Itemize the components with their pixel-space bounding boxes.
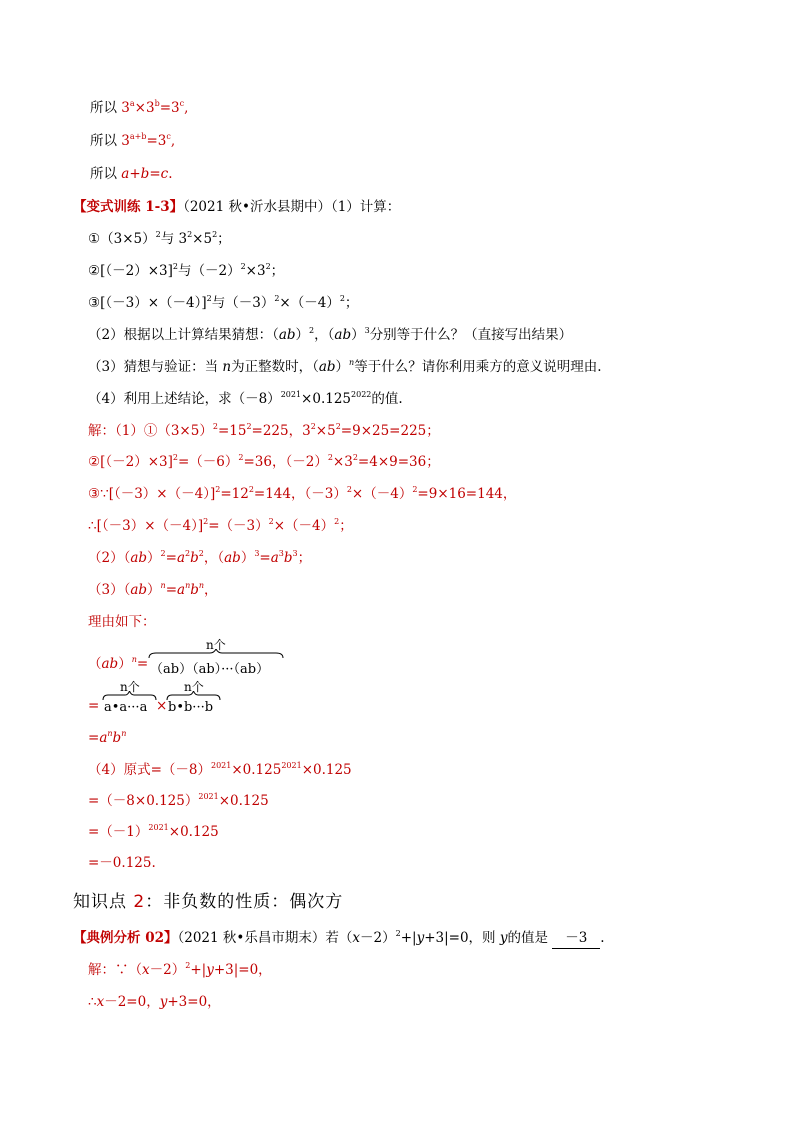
brace-content: a•a···a <box>104 700 148 715</box>
text-line-1: 所以 $3^a\times 3^b=3^c$, <box>90 99 189 116</box>
brace-content: b•b···b <box>168 700 214 715</box>
example-header: 【典例分析 02】（2021 秋•乐昌市期末）若$(x-2)^2+|y+3|=0$，则 y的值是 －3 . <box>73 928 605 949</box>
solution-line-3: $③\because[(-3)\times(-4)]^2=12^2=144$，$(-3)^2\times(-4)^2=9\times 16=144$， <box>88 485 517 502</box>
answer-blank: －3 <box>552 928 600 949</box>
solution-line-9: $=a^nb^n$ <box>88 729 127 746</box>
equals-sign: = <box>88 698 100 714</box>
exercise-tag: 【变式训练 1-3】 <box>73 199 184 215</box>
knowledge-point-heading: 知识点 2：非负数的性质：偶次方 <box>73 892 344 912</box>
exercise-header: 【变式训练 1-3】（2021 秋•沂水县期中）（1）计算： <box>73 199 401 215</box>
solution-line-2: $②[(-2)\times 3]^2=(-6)^2=36$，$(-2)^2\times 3^2=4\times 9=36$； <box>88 453 440 470</box>
example-solution-1: 解：$\because(x-2)^2+|y+3|=0$， <box>88 961 272 978</box>
solution-line-13: =－0.125. <box>88 855 156 871</box>
solution-line-5: $(2)(ab)^2=a^2b^2$，$(ab)^3=a^3b^3$； <box>88 549 312 566</box>
overbrace-a <box>102 678 157 720</box>
example-tag: 【典例分析 02】 <box>73 930 178 946</box>
question-5: （3）猜想与验证：当 n为正整数时，（ab）$^n$等于什么？请你利用乘方的意义说明理由. <box>88 358 602 375</box>
brace-content: （ab）（ab）···（ab） <box>150 662 270 677</box>
times-sign: × <box>156 698 168 714</box>
solution-line-4: $\therefore[(-3)\times(-4)]^2=(-3)^2\times(-4)^2$； <box>88 517 353 534</box>
solution-line-7: 理由如下： <box>88 614 156 630</box>
overbrace-ab <box>148 636 284 678</box>
question-2: $②[(-2)\times 3]^2$与$(-2)^2\times 3^2$； <box>88 262 285 279</box>
solution-line-8: （ab）$^n$= <box>88 655 149 672</box>
brace-label: n个 <box>206 638 226 652</box>
brace-label: n个 <box>184 680 204 694</box>
solution-line-6: $(3)(ab)^n=a^nb^n$， <box>88 581 218 598</box>
example-solution-2: ∴x－2=0，y+3=0， <box>88 994 221 1010</box>
text-line-3: 所以 a+b=c. <box>90 166 173 182</box>
solution-line-12: $=(-1)^{2021}\times 0.125$ <box>88 823 219 840</box>
brace-label: n个 <box>120 680 140 694</box>
question-1: $①(3\times 5)^2$与 $3^2\times 5^2$； <box>88 230 231 247</box>
question-3: $③[(-3)\times(-4)]^2$与$(-3)^2\times(-4)^2$； <box>88 294 359 311</box>
question-6: （4）利用上述结论，求$(-8)^{2021}\times 0.125^{2022}$的值. <box>88 390 403 407</box>
text-line-2: 所以 $3^{a+b}=3^c$, <box>90 132 176 149</box>
question-4: （2）根据以上计算结果猜想：（ab）$^2$，（ab）$^3$分别等于什么？（直接写出结果） <box>88 326 573 343</box>
overbrace-b <box>166 678 221 720</box>
solution-line-1: 解：$(1)①(3\times 5)^2=15^2=225$，$3^2\times 5^2=9\times 25=225$； <box>88 422 440 439</box>
solution-line-10: （4）原式$=(-8)^{2021}\times 0.125^{2021}\times 0.125$ <box>88 761 352 778</box>
solution-line-11: $=(-8\times 0.125)^{2021}\times 0.125$ <box>88 792 269 809</box>
